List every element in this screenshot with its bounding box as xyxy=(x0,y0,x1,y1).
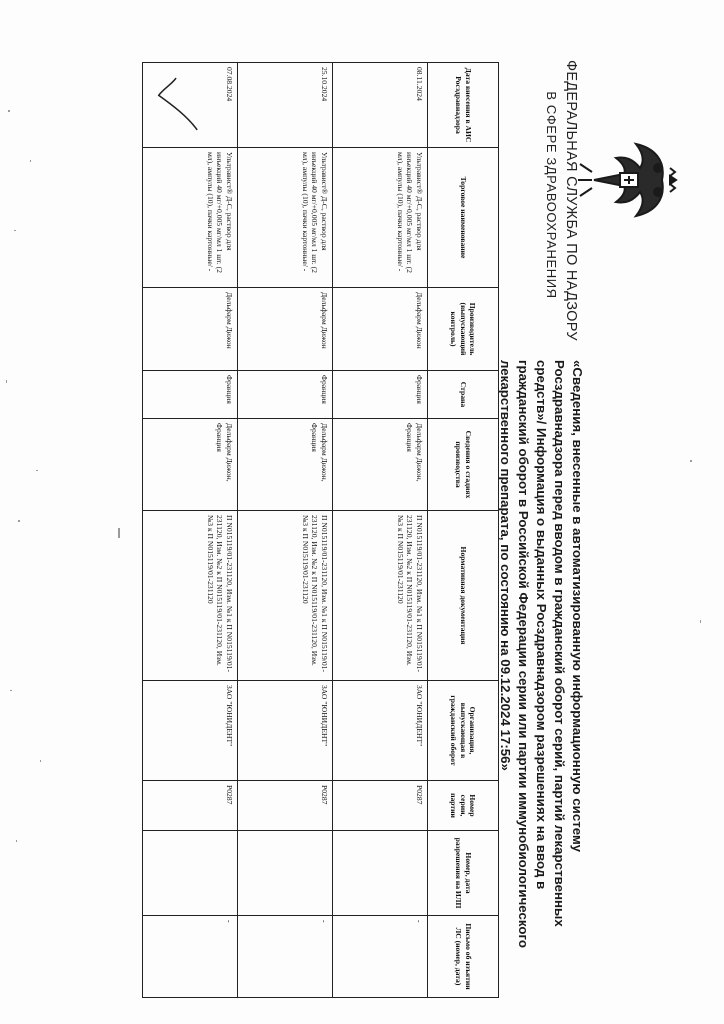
header-series: Номер серии, партии xyxy=(428,781,499,831)
cell-withdrawal: - xyxy=(143,916,238,998)
cell-manufacturer: Дельфарм Дижон xyxy=(143,288,238,371)
table-row xyxy=(333,63,428,998)
handwritten-check-mark xyxy=(153,73,201,133)
cell-series: P0287 xyxy=(143,781,238,831)
cell-organization: ЗАО "ЮНИДЕНТ" xyxy=(143,681,238,781)
cell-organization: ЗАО "ЮНИДЕНТ" xyxy=(333,681,428,781)
cell-withdrawal: - xyxy=(333,916,428,998)
cell-permit xyxy=(333,831,428,916)
cell-permit xyxy=(143,831,238,916)
cell-country: Франция xyxy=(143,371,238,419)
header-manufacturer: Производитель (выпускающий контроль) xyxy=(428,288,499,371)
double-headed-eagle-emblem-icon xyxy=(574,140,684,220)
cell-country: Франция xyxy=(333,371,428,419)
cell-documentation: П N015119/01-231120, Изм. №1 к П N015119/01-231120, Изм. №2 к П N015119/01-231120, Изм. №3 к П N015119/01-231120 xyxy=(143,511,238,681)
cell-date xyxy=(143,63,238,148)
cell-stages: Дельфарм Дижон, Франция xyxy=(238,419,333,511)
agency-name-line1: ФЕДЕРАЛЬНАЯ СЛУЖБА ПО НАДЗОРУ xyxy=(563,60,579,341)
cell-withdrawal: - xyxy=(238,916,333,998)
header-permit: Номер, дата разрешения на ИЛП xyxy=(428,831,499,916)
cell-trade-name: Ультравист® Д-С, раствор для инъекций 40 мг/+0,005 мг/мл 1 шт. (2 мл), ампулы (10), пачки картонные/ - xyxy=(238,148,333,288)
cell-documentation: П N015119/01-231120, Изм. №1 к П N015119/01-231120, Изм. №2 к П N015119/01-231120, Изм. №3 к П N015119/01-231120 xyxy=(333,511,428,681)
header-trade-name: Торговое наименование xyxy=(428,148,499,288)
cell-permit xyxy=(238,831,333,916)
header-organization: Организация, выпускающая в гражданский оборот xyxy=(428,681,499,781)
cell-trade-name: Ультравист® Д-С, раствор для инъекций 40 мг/+0,005 мг/мл 1 шт. (2 мл), ампулы (10), пачки картонные/ - xyxy=(143,148,238,288)
cell-stages: Дельфарм Дижон, Франция xyxy=(143,419,238,511)
cell-stages: Дельфарм Дижон, Франция xyxy=(333,419,428,511)
release-permits-table xyxy=(142,62,499,998)
table-row xyxy=(238,63,333,998)
cell-date-text: 07.08.2024 xyxy=(225,67,234,102)
header-documentation: Нормативная документация xyxy=(428,511,499,681)
cell-organization: ЗАО "ЮНИДЕНТ" xyxy=(238,681,333,781)
agency-name xyxy=(544,60,579,341)
cell-manufacturer: Дельфарм Дижон xyxy=(238,288,333,371)
table-header-row xyxy=(428,63,499,998)
cell-country: Франция xyxy=(238,371,333,419)
table-row xyxy=(143,63,238,998)
cell-trade-name: Ультравист® Д-С, раствор для инъекций 40 мг/+0,005 мг/мл 1 шт. (2 мл), ампулы (10), пачки картонные/ - xyxy=(333,148,428,288)
header-withdrawal: Письмо об изъятии ЛС (номер, дата) xyxy=(428,916,499,998)
cell-manufacturer: Дельфарм Дижон xyxy=(333,288,428,371)
header-date: Дата внесения в АИС Росздравнадзора xyxy=(428,63,499,148)
cell-date: 08.11.2024 xyxy=(333,63,428,148)
cell-documentation: П N015119/01-231120, Изм. №1 к П N015119/01-231120, Изм. №2 к П N015119/01-231120, Изм. №3 к П N015119/01-231120 xyxy=(238,511,333,681)
header-country: Страна xyxy=(428,371,499,419)
document-title: «Сведения, внесенные в автоматизированную информационную систему Росздравнадзора перед вводом в гражданский оборот серий, партий лекарственных средств»/ Информация о выданных Росздравнадзором разрешениях на ввод в гражданский оборот в Российской Федерации серии или партии иммунобиологического лекарственного препарата, по состоянию на 09.12.2024 17:56» xyxy=(498,360,585,948)
cell-series: P0287 xyxy=(333,781,428,831)
cell-series: P0287 xyxy=(238,781,333,831)
cell-date: 25.10.2024 xyxy=(238,63,333,148)
agency-name-line2: В СФЕРЕ ЗДРАВООХРАНЕНИЯ xyxy=(544,91,559,299)
header-stages: Сведения о стадиях производства xyxy=(428,419,499,511)
